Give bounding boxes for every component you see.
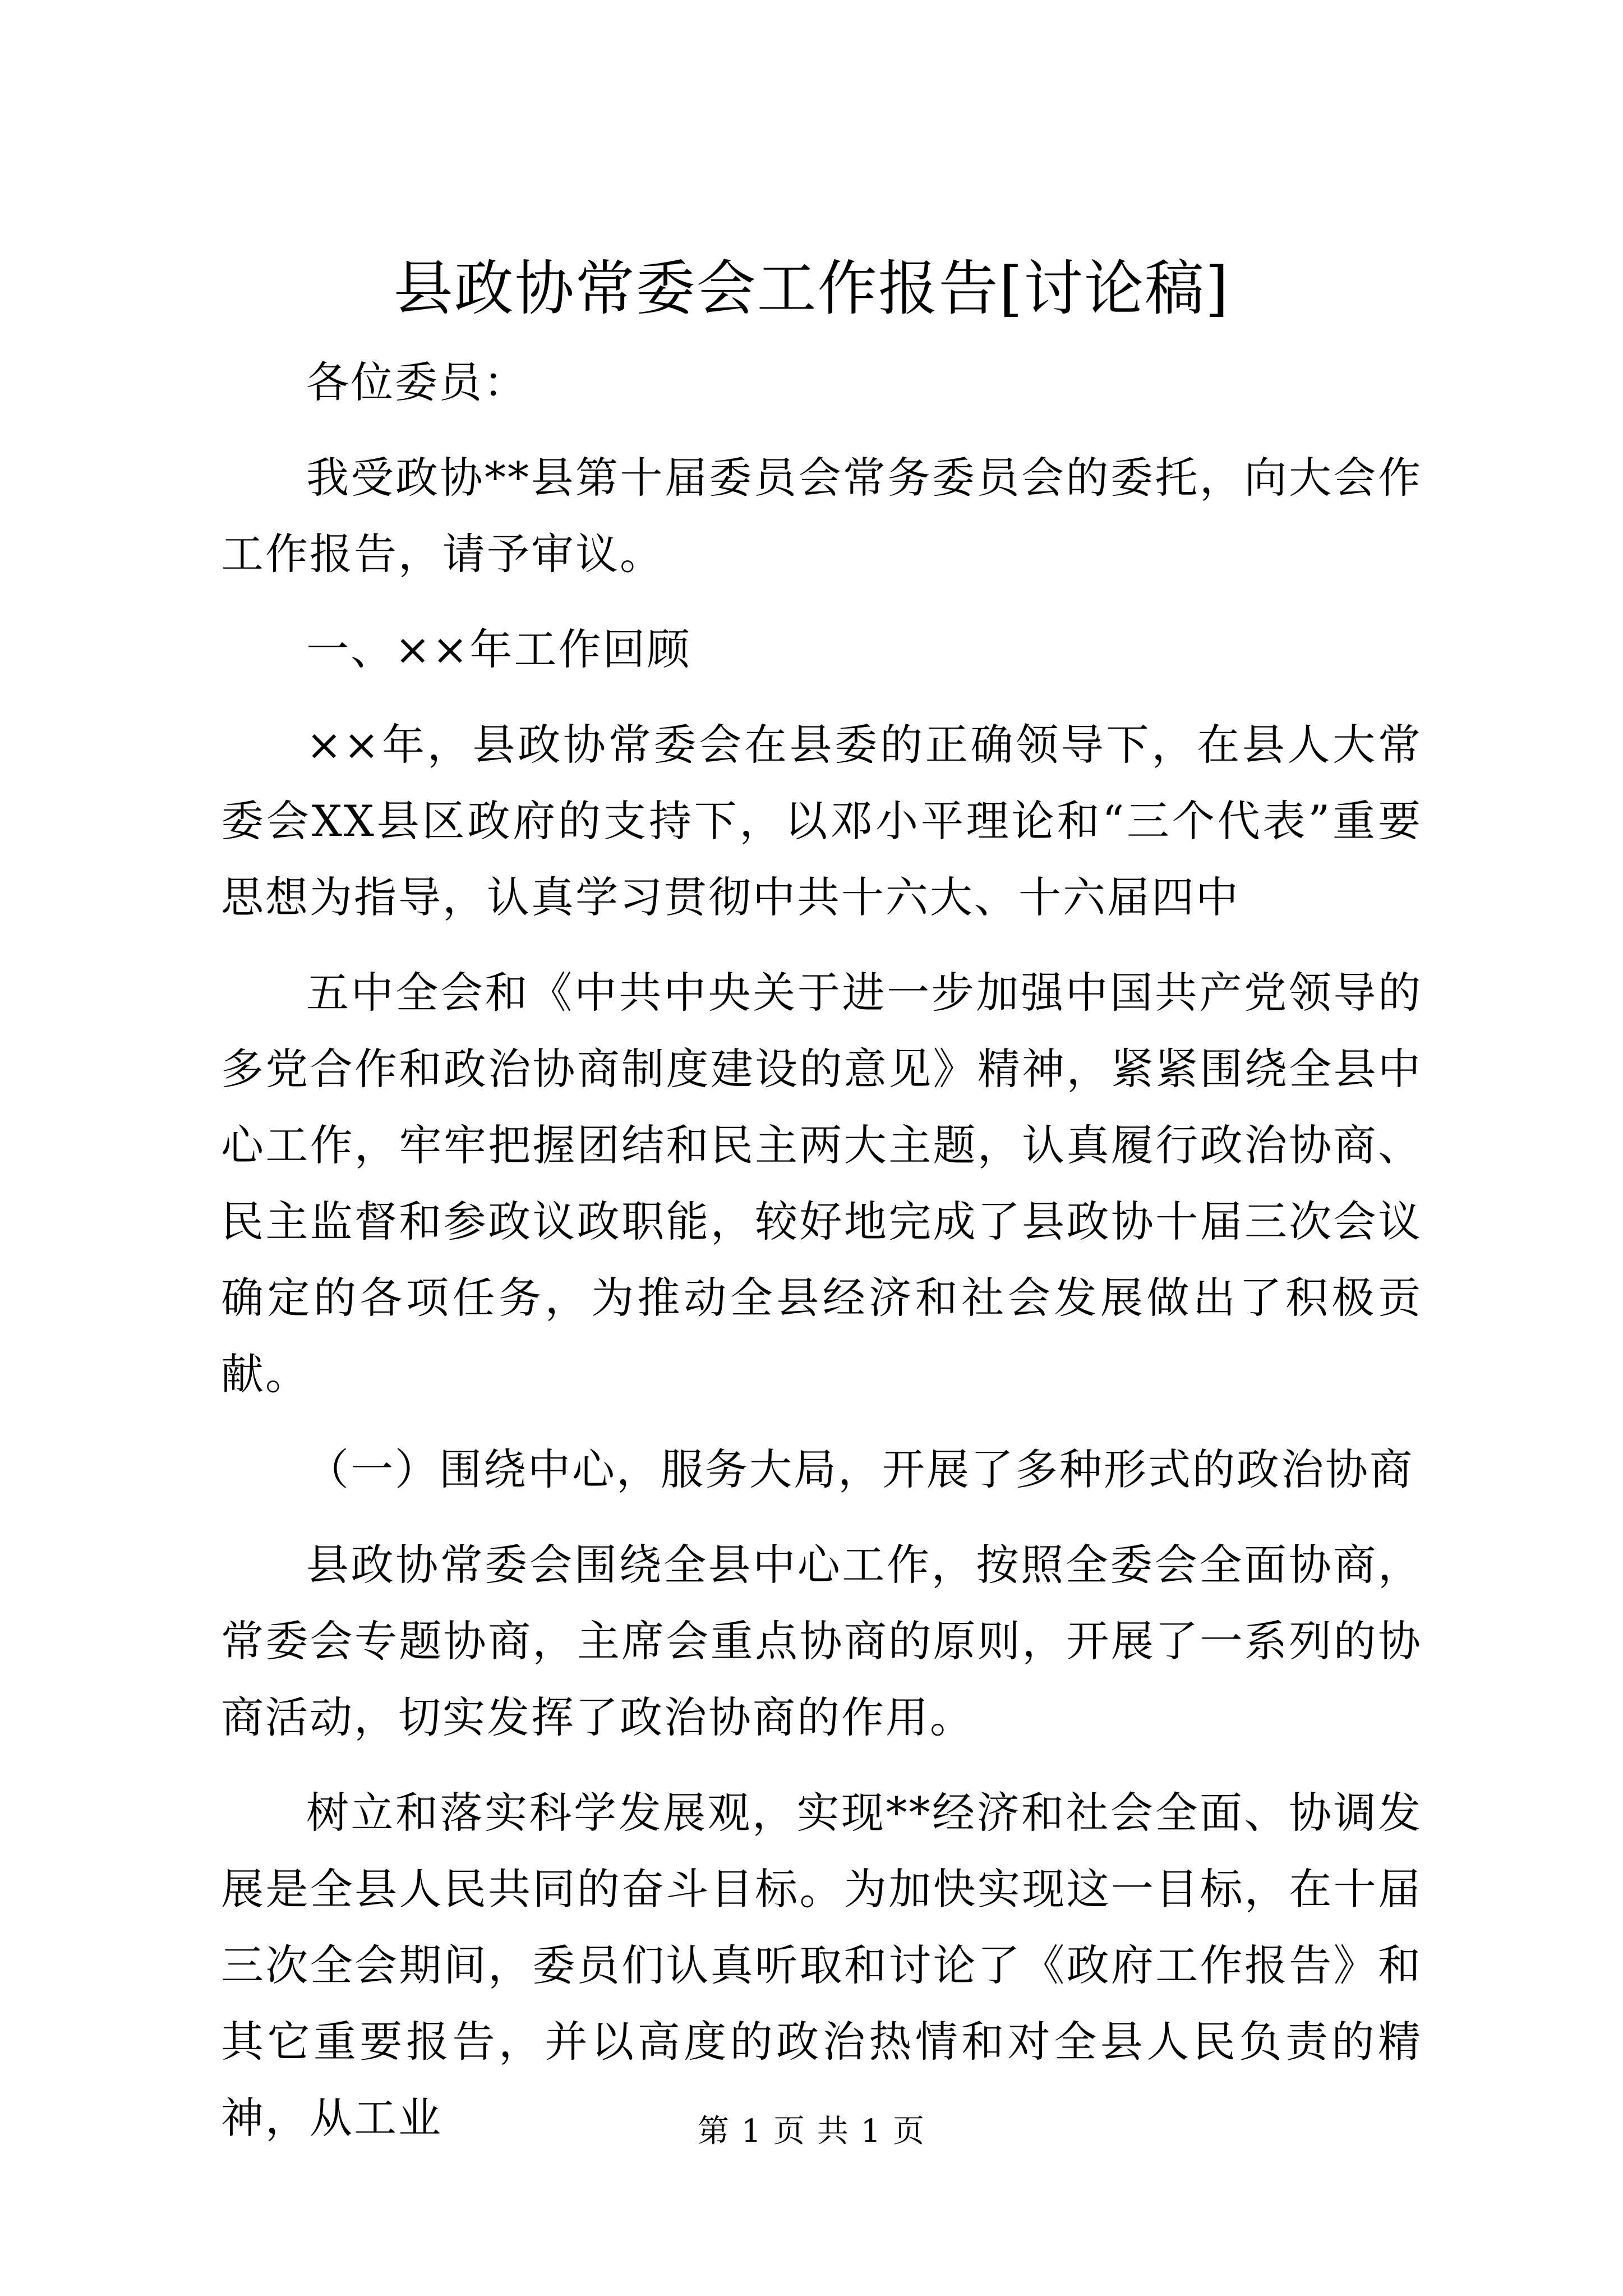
section-heading-review: 一、××年工作回顾 [306,624,691,674]
paragraph-review: ××年，县政协常委会在县委的正确领导下，在县人大常委会XX县区政府的支持下，以邓小平理论和“三个代表”重要思想为指导，认真学习贯彻中共十六大、十六届四中 [221,720,1422,922]
paragraph-intro: 我受政协**县第十届委员会常务委员会的委托，向大会作工作报告，请予审议。 [221,453,1422,579]
document-title: 县政协常委会工作报告[讨论稿] [393,254,1230,323]
document-body [221,344,1422,2175]
paragraph-consultation: 县政协常委会围绕全县中心工作，按照全委会全面协商，常委会专题协商，主席会重点协商的原则，开展了一系列的协商活动，切实发挥了政治协商的作用。 [221,1540,1422,1742]
paragraph-salutation: 各位委员： [306,357,528,407]
page-footer: 第 1 页 共 1 页 [697,2113,926,2150]
subsection-heading-consultation: （一）围绕中心，服务大局，开展了多种形式的政治协商 [306,1444,1414,1494]
paragraph-development: 树立和落实科学发展观，实现**经济和社会全面、协调发展是全县人民共同的奋斗目标。为加快实现这一目标，在十届三次全会期间，委员们认真听取和讨论了《政府工作报告》和其它重要报告，并以高度的政治热情和对全县人民负责的精神，从工业 [221,1788,1422,2143]
paragraph-review-continued: 五中全会和《中共中央关于进一步加强中国共产党领导的多党合作和政治协商制度建设的意见》精神，紧紧围绕全县中心工作，牢牢把握团结和民主两大主题，认真履行政治协商、民主监督和参政议政职能，较好地完成了县政协十届三次会议确定的各项任务，为推动全县经济和社会发展做出了积极贡献。 [221,968,1422,1399]
